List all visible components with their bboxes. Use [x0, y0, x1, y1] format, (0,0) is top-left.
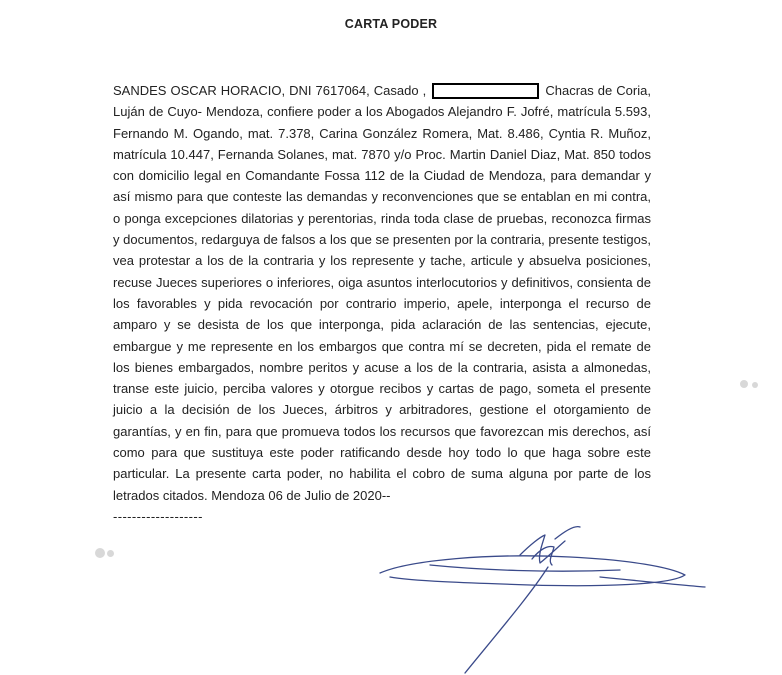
scan-speck [752, 382, 758, 388]
redacted-field [432, 83, 539, 99]
document-title: CARTA PODER [344, 17, 438, 31]
paragraph-start: SANDES OSCAR HORACIO, DNI 7617064, Casado , [113, 83, 427, 98]
document-body [113, 80, 651, 527]
trailing-dashes: ------------------- [113, 508, 203, 524]
scan-speck [95, 548, 105, 558]
scan-speck [740, 380, 748, 388]
paragraph-rest: Chacras de Coria, Luján de Cuyo- Mendoza, confiere poder a los Abogados Alejandro F. Jofré, matrícula 5.593, Fernando M. Ogando, mat. 7.378, Carina González Romera, Mat. 8.486, Cyntia R. Muñoz, matrícula 10.447, Fernanda Solanes, mat. 7870 y/o Proc. Martin Daniel Diaz, Mat. 850 todos con domicilio legal en Comandante Fossa 112 de la Ciudad de Mendoza, para demandar y así mismo para que conteste las demandas y reconvenciones que se entablan en mi contra, o ponga excepciones dilatorias y perentorias, rinda toda clase de pruebas, reconozca firmas y documentos, redarguya de falsos a los que se presenten por la contraria, presente testigos, vea protestar a los de la contraria y los represente y tache, articule y absuelva posiciones, recuse Jueces superiores o inferiores, oiga asuntos interlocutorios y definitivos, consienta de los favorables y pida revocación por contrario imperio, apele, interponga el recurso de amparo y se desista de los que interponga, pida aclaración de las sentencias, ejecute, embargue y me represente en los embargos que contra mí se decreten, pida el remate de los bienes embargados, nombre peritos y acuse a los de la contraria, asista a almonedas, transe este juicio, perciba valores y otorgue recibos y cartas de pago, someta el presente juicio a la decisión de los Jueces, árbitros y arbitradores, gestione el otorgamiento de garantías, y en fin, para que promueva todos los recursos que favorezcan mis derechos, así como para que sustituya este poder ratificando desde hoy todo lo que haga sobre este particular. La presente carta poder, no habilita el cobro de suma alguna por parte de los letrados citados. Mendoza 06 de Julio de 2020-- [113, 83, 651, 503]
signature-mark [370, 515, 710, 675]
scan-speck [107, 550, 114, 557]
